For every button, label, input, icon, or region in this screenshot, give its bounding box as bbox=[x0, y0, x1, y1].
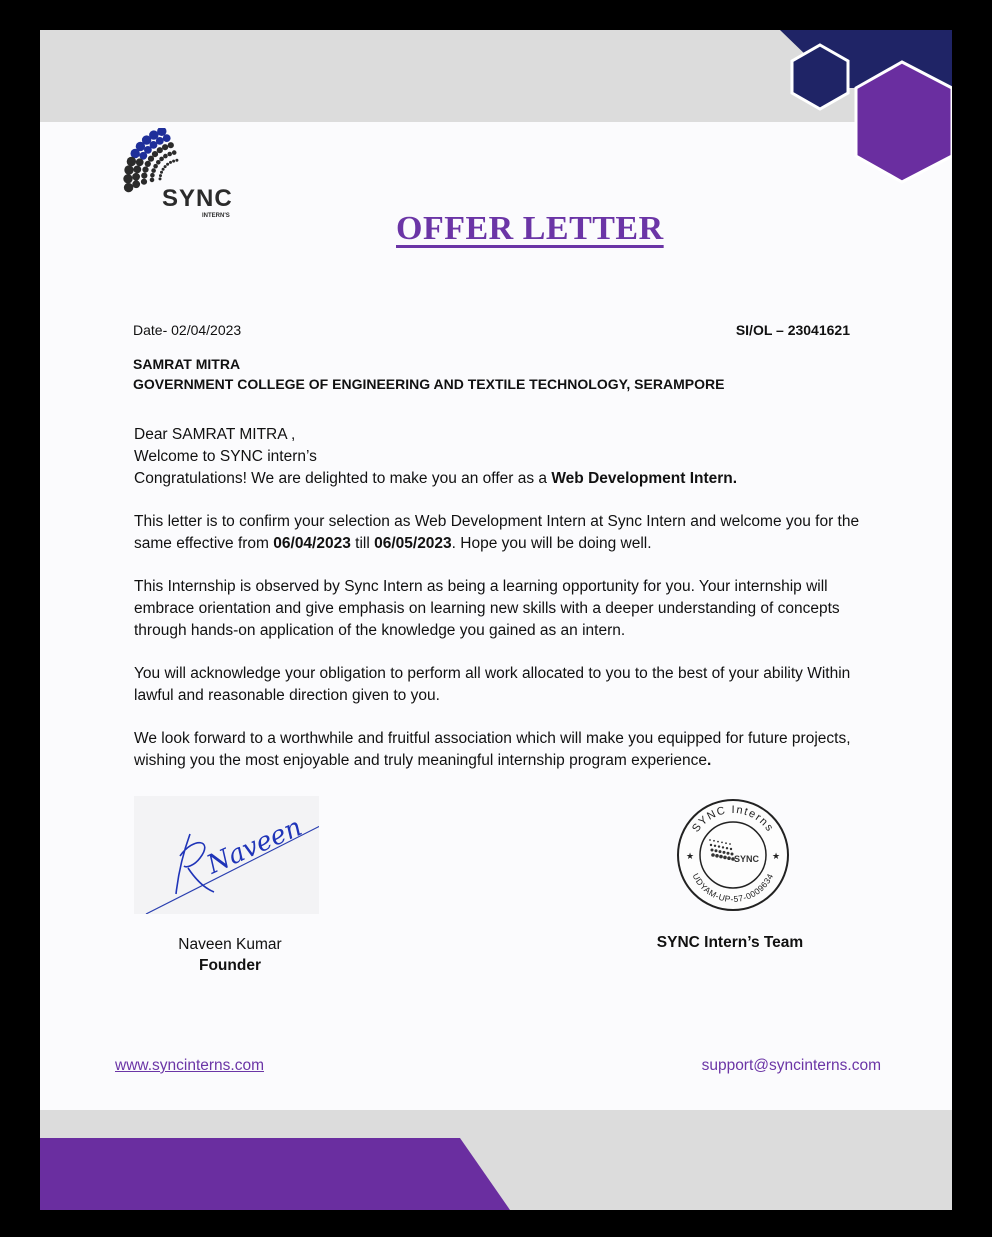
logo-dot bbox=[151, 168, 156, 173]
seal-dot bbox=[722, 846, 724, 848]
page-title: OFFER LETTER bbox=[396, 210, 664, 247]
logo-brand-text: SYNC bbox=[162, 185, 233, 212]
letter-body bbox=[134, 424, 864, 793]
logo-dot bbox=[169, 161, 172, 164]
seal-dot bbox=[711, 853, 715, 857]
logo-dot bbox=[124, 183, 133, 192]
logo-dot bbox=[150, 173, 155, 178]
navy-hexagon bbox=[792, 45, 848, 109]
recipient-block bbox=[133, 354, 724, 394]
logo-dot bbox=[159, 174, 162, 177]
logo-dot bbox=[127, 157, 136, 166]
logo-dot bbox=[133, 166, 141, 174]
seal-dot bbox=[721, 842, 723, 844]
signature-scribble bbox=[134, 796, 319, 914]
support-email[interactable]: support@syncinterns.com bbox=[701, 1057, 881, 1074]
website-link[interactable]: www.syncinterns.com bbox=[115, 1057, 265, 1074]
logo-dot bbox=[162, 144, 168, 150]
seal-dot bbox=[715, 854, 719, 858]
logo-dot bbox=[145, 161, 151, 167]
closing-text: We look forward to a worthwhile and fruitful association which will make you equipped for future projects, wishing you the most enjoyable and truly meaningful internship program experience bbox=[134, 730, 851, 769]
confirmation-suffix: . Hope you will be doing well. bbox=[451, 535, 652, 552]
purple-hexagon bbox=[856, 62, 952, 182]
seal-dot bbox=[710, 844, 712, 846]
end-date: 06/05/2023 bbox=[374, 535, 452, 552]
seal-dot bbox=[726, 847, 728, 849]
congrats-line: Congratulations! We are delighted to make you an offer as a bbox=[134, 470, 552, 487]
logo-dot bbox=[141, 173, 147, 179]
seal-dot bbox=[727, 856, 731, 860]
logo-dot bbox=[172, 160, 175, 163]
sync-logo bbox=[122, 128, 272, 228]
seal-dot bbox=[719, 855, 723, 859]
seal-dot bbox=[725, 842, 727, 844]
logo-dot bbox=[172, 150, 177, 155]
seal-dot bbox=[729, 843, 731, 845]
seal-dot bbox=[709, 839, 711, 841]
signature-text: Naveen bbox=[202, 812, 307, 881]
seal-dot bbox=[723, 851, 726, 854]
start-date: 06/04/2023 bbox=[273, 535, 351, 552]
logo-dot bbox=[124, 165, 133, 174]
paragraph-obligation: You will acknowledge your obligation to perform all work allocated to you to the best of your ability Within lawful and reasonable direction given to you. bbox=[134, 665, 851, 704]
recipient-name: SAMRAT MITRA bbox=[133, 356, 241, 372]
seal-bottom-text: UDYAM-UP-57-0009634 bbox=[690, 871, 776, 905]
reference-number: SI/OL – 23041621 bbox=[735, 322, 850, 338]
recipient-college: GOVERNMENT COLLEGE OF ENGINEERING AND TEXTILE TECHNOLOGY, SERAMPORE bbox=[133, 376, 725, 392]
logo-dot bbox=[132, 173, 140, 181]
svg-text:★: ★ bbox=[686, 851, 695, 861]
logo-dot bbox=[131, 149, 140, 158]
closing-period: . bbox=[706, 752, 712, 769]
logo-dot bbox=[123, 174, 132, 183]
logo-dot bbox=[175, 159, 178, 162]
paragraph-internship: This Internship is observed by Sync Intern as being a learning opportunity for you. Your internship will embrace orientation and give emphasis on learning new skills with a deeper understanding of concepts through hands-on application of the knowledge you gained as an intern. bbox=[134, 578, 840, 639]
logo-dot bbox=[148, 156, 154, 162]
logo-dot bbox=[160, 171, 163, 174]
seal-dot bbox=[717, 841, 719, 843]
logo-dot bbox=[153, 164, 158, 169]
logo-dot bbox=[164, 165, 167, 168]
seal-dot bbox=[730, 848, 732, 850]
greeting: Dear SAMRAT MITRA , bbox=[134, 426, 296, 443]
logo-dot bbox=[141, 179, 147, 185]
logo-dot bbox=[157, 147, 163, 153]
seal-dot bbox=[713, 840, 715, 842]
role-title: Web Development Intern. bbox=[551, 470, 738, 487]
seal-dot bbox=[714, 845, 716, 847]
logo-dot bbox=[156, 160, 161, 165]
logo-dot bbox=[159, 177, 162, 180]
welcome-line: Welcome to SYNC intern’s bbox=[134, 448, 317, 465]
signatory bbox=[140, 934, 320, 976]
signatory-role: Founder bbox=[199, 957, 261, 974]
logo-dot bbox=[136, 158, 144, 166]
signature-image bbox=[134, 796, 319, 914]
seal-top-text: SYNC Interns bbox=[689, 803, 777, 835]
seal-dot bbox=[727, 852, 730, 855]
seal-dot bbox=[711, 849, 714, 852]
seal-dot bbox=[719, 850, 722, 853]
logo-dot bbox=[162, 168, 165, 171]
paragraph-confirmation bbox=[134, 511, 864, 555]
footer-purple-band bbox=[40, 1138, 510, 1210]
seal-center-text: SYNC bbox=[734, 854, 760, 864]
seal-dot bbox=[723, 856, 727, 860]
greeting-block bbox=[134, 424, 864, 490]
paragraph-closing bbox=[134, 728, 864, 772]
logo-dot bbox=[132, 180, 140, 188]
svg-text:★: ★ bbox=[772, 851, 781, 861]
logo-dot bbox=[142, 167, 148, 173]
logo-dot bbox=[166, 163, 169, 166]
signatory-name: Naveen Kumar bbox=[178, 936, 282, 953]
logo-dot bbox=[159, 157, 164, 162]
logo-sub-text: INTERN'S bbox=[202, 213, 230, 219]
seal-dot bbox=[715, 849, 718, 852]
till-text: till bbox=[350, 535, 375, 552]
logo-dot bbox=[150, 178, 155, 183]
letter-page bbox=[40, 30, 952, 1210]
seal-dot bbox=[718, 845, 720, 847]
letter-date: Date- 02/04/2023 bbox=[133, 322, 242, 338]
company-seal bbox=[676, 798, 790, 912]
logo-dot bbox=[163, 154, 168, 159]
logo-dot bbox=[168, 142, 174, 148]
logo-dot bbox=[167, 152, 172, 157]
confirmation-text: This letter is to confirm your selection as Web Development Intern at Sync Intern and welcome you for the same effective from bbox=[134, 513, 860, 552]
team-signature: SYNC Intern’s Team bbox=[656, 934, 804, 951]
